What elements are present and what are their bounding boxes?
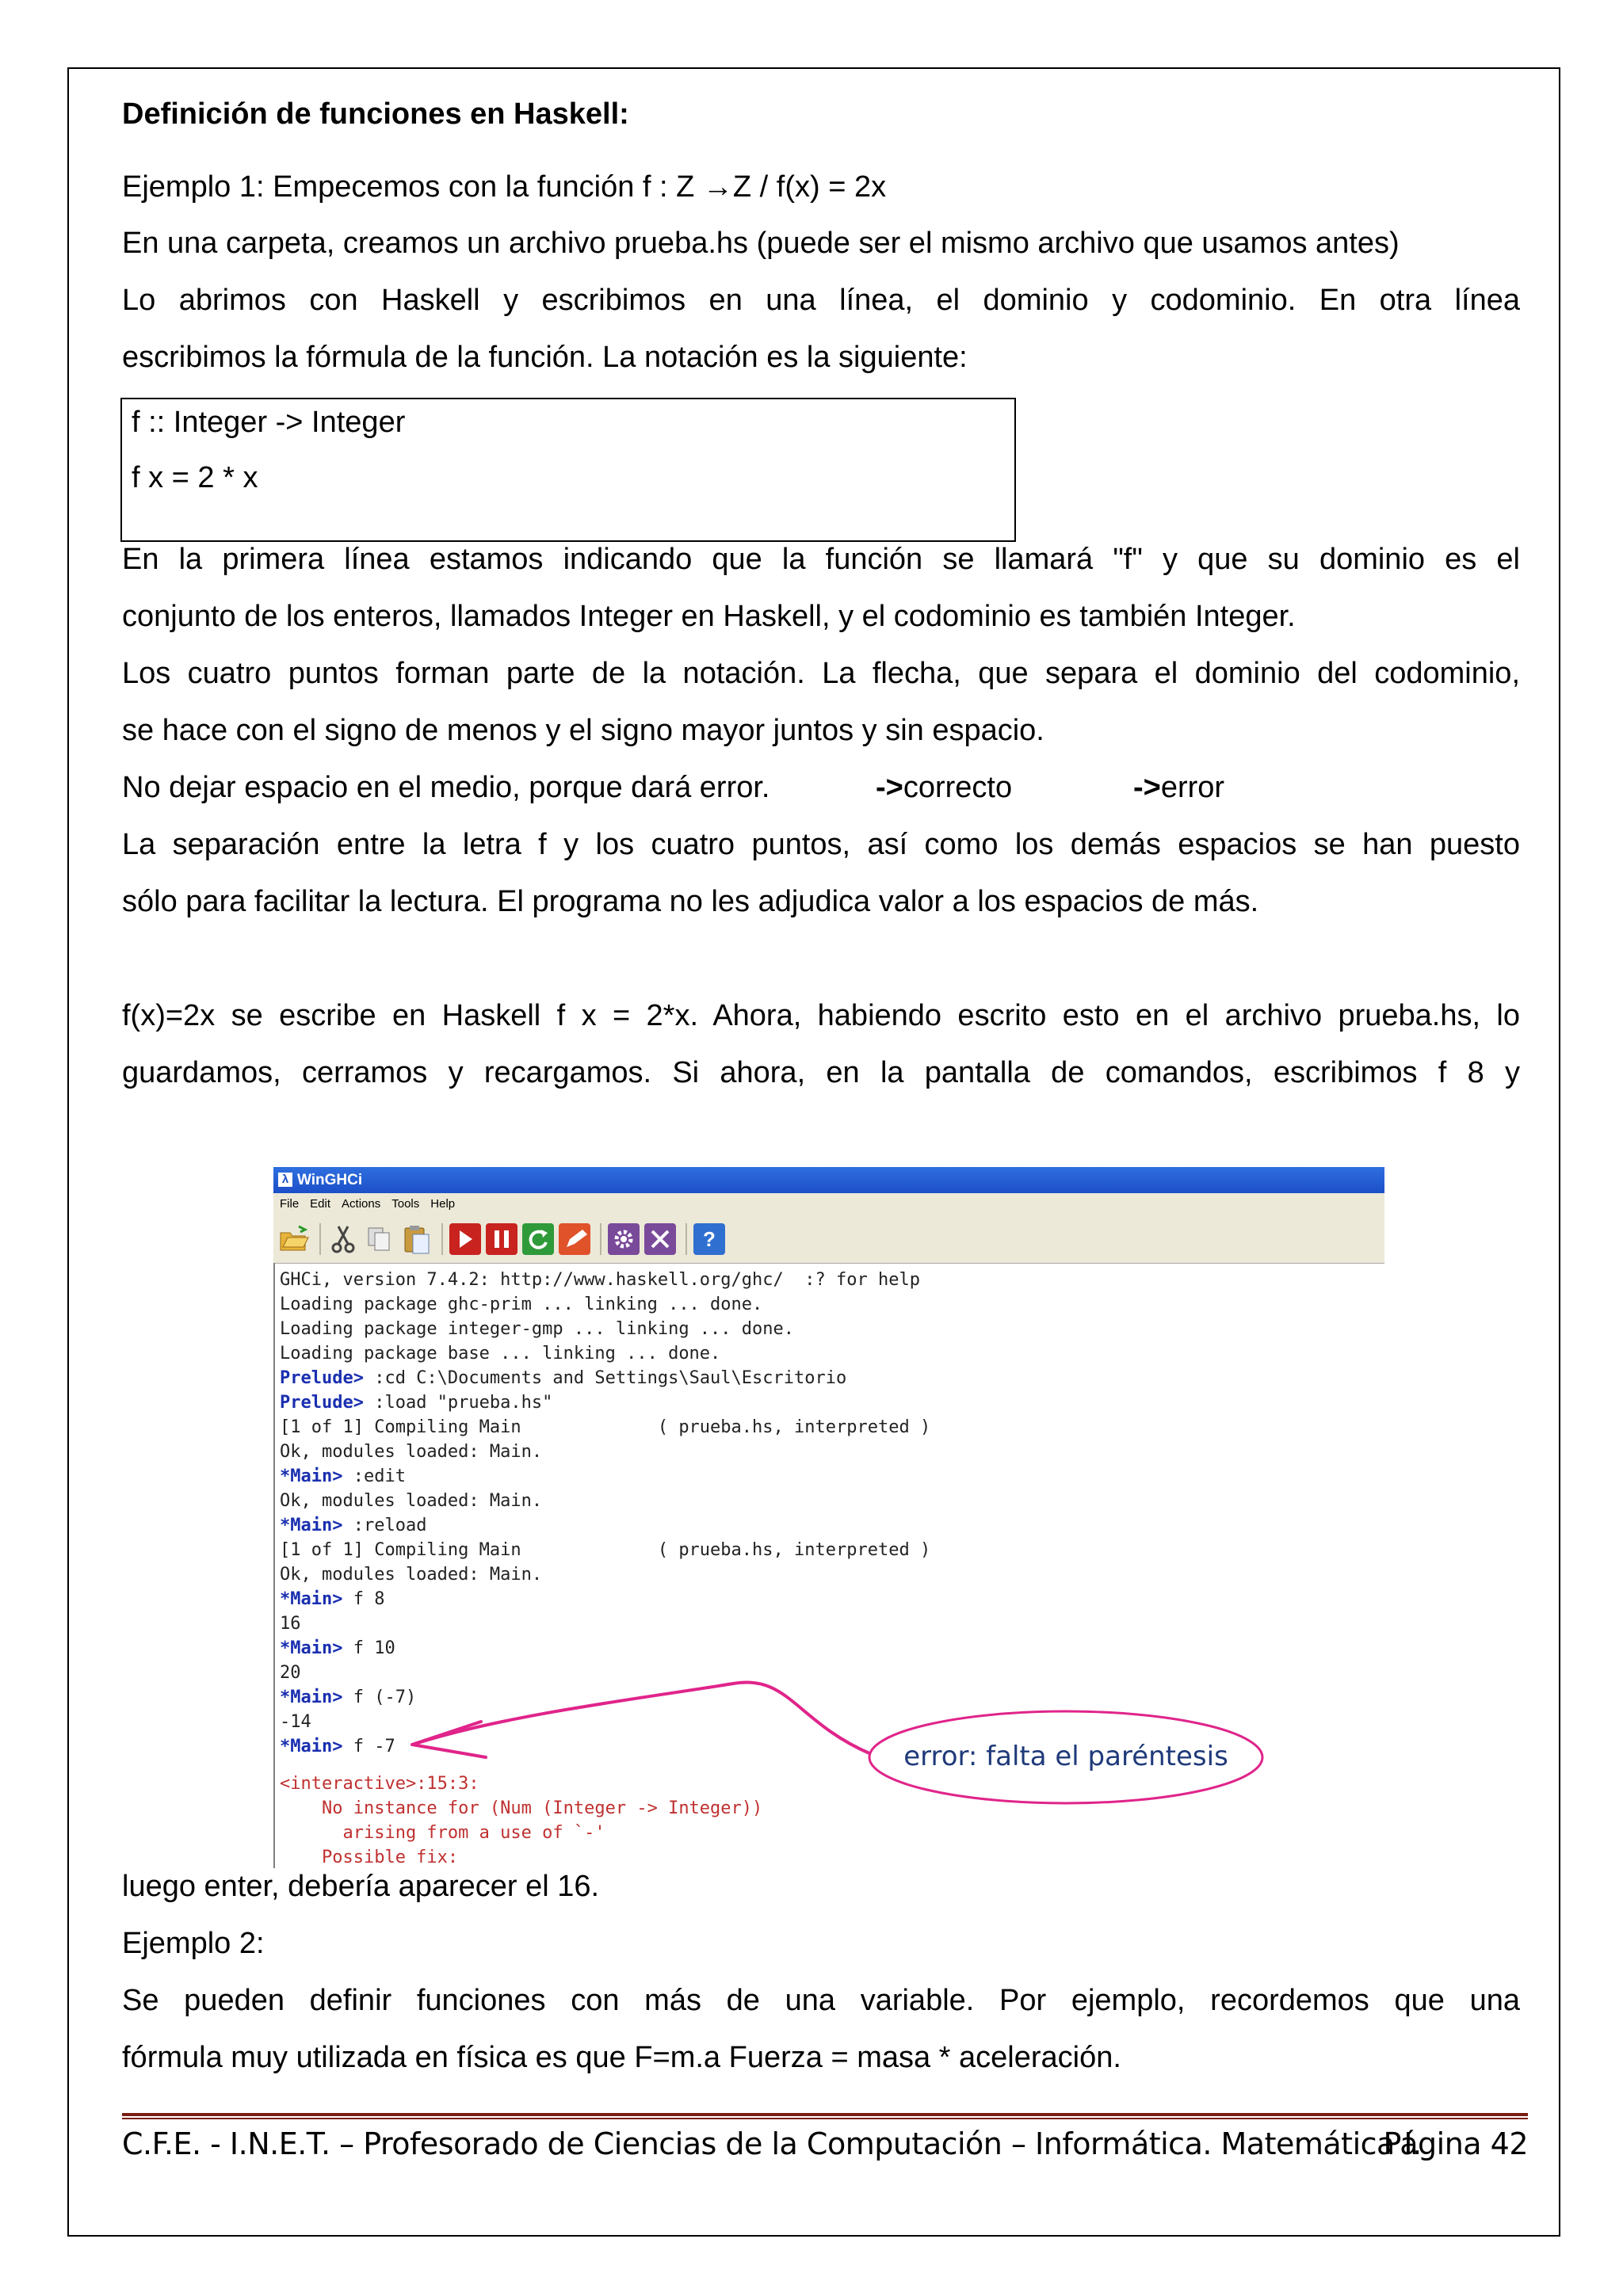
menu-file[interactable]: File [280, 1197, 300, 1211]
paragraph-ejemplo-2: Ejemplo 2: [122, 1927, 265, 1960]
window-title: WinGHCi [297, 1172, 363, 1188]
menu-edit[interactable]: Edit [310, 1197, 331, 1211]
console-text: Ok, modules loaded: Main. [280, 1491, 543, 1511]
page-border [67, 67, 1560, 2237]
menu-tools[interactable]: Tools [391, 1197, 420, 1211]
arrow-correct: -> [876, 771, 903, 804]
footer-rule [122, 2113, 1528, 2116]
paragraph-primera-line1: En la primera línea estamos indicando que la función se llamará "f" y que su dominio es el [122, 543, 1520, 576]
paragraph-cuatro-line1: Los cuatro puntos forman parte de la notación. La flecha, que separa el dominio del codominio, [122, 657, 1520, 690]
paragraph-luego: luego enter, debería aparecer el 16. [122, 1870, 600, 1903]
console-text: :edit [342, 1466, 406, 1486]
console-text: :cd C:\Documents and Settings\Saul\Escritorio [363, 1368, 847, 1388]
paragraph-fx-line2: guardamos, cerramos y recargamos. Si ahora, en la pantalla de comandos, escribimos f 8 y [122, 1056, 1520, 1089]
console-text: f 8 [342, 1589, 385, 1609]
console-text: Loading package base ... linking ... done. [280, 1344, 721, 1363]
lambda-app-icon: λ [278, 1173, 292, 1187]
console-text: :load "prueba.hs" [363, 1393, 553, 1413]
paragraph-abrimos-line2: escribimos la fórmula de la función. La notación es la siguiente: [122, 341, 968, 374]
arrow-error: -> [1133, 771, 1161, 804]
console-prompt: *Main> [280, 1516, 343, 1535]
code-line-definition: f x = 2 * x [132, 461, 258, 494]
console-text: Ok, modules loaded: Main. [280, 1442, 543, 1462]
annotation-overlay [273, 1167, 1384, 1868]
console-text: GHCi, version 7.4.2: http://www.haskell.org/ghc/ :? for help [280, 1270, 920, 1290]
page-footer [122, 2126, 1528, 2162]
console-prompt: *Main> [280, 1688, 343, 1707]
annotation-arrow-line [418, 1682, 869, 1753]
example-error [1133, 769, 1224, 806]
page-number: Página 42 [1383, 2126, 1528, 2161]
winghci-screenshot [273, 1167, 1384, 1868]
console-error-line: Possible fix: [280, 1848, 459, 1867]
svg-text:?: ? [703, 1227, 716, 1251]
console-prompt: *Main> [280, 1737, 343, 1756]
console-text: f -7 [342, 1737, 395, 1756]
console-error-line: <interactive>:15:3: [280, 1774, 479, 1794]
label-error: error [1160, 771, 1225, 804]
paragraph-cuatro-line2: se hace con el signo de menos y el signo mayor juntos y sin espacio. [122, 714, 1044, 747]
code-box [120, 398, 1016, 542]
paragraph-pueden-line1: Se pueden definir funciones con más de una variable. Por ejemplo, recordemos que una [122, 1984, 1520, 2017]
paragraph-primera-line2: conjunto de los enteros, llamados Integer en Haskell, y el codominio es también Integer. [122, 600, 1296, 633]
paragraph-separacion-line2: sólo para facilitar la lectura. El programa no les adjudica valor a los espacios de más. [122, 885, 1259, 918]
example-correct [876, 769, 1012, 806]
console-prompt: *Main> [280, 1466, 343, 1486]
menu-actions[interactable]: Actions [342, 1197, 381, 1211]
paragraph-carpeta: En una carpeta, creamos un archivo prueba.hs (puede ser el mismo archivo que usamos antes) [122, 227, 1400, 260]
console-prompt: *Main> [280, 1589, 343, 1609]
paragraph-pueden-line2: fórmula muy utilizada en física es que F=m.a Fuerza = masa * aceleración. [122, 2041, 1121, 2074]
console-text: [1 of 1] Compiling Main ( prueba.hs, interpreted ) [280, 1540, 931, 1560]
footer-rule-thin [122, 2118, 1528, 2119]
console-prompt: Prelude> [280, 1393, 364, 1413]
section-heading: Definición de funciones en Haskell: [122, 97, 629, 131]
paragraph-abrimos-line1: Lo abrimos con Haskell y escribimos en una línea, el dominio y codominio. En otra línea [122, 284, 1520, 317]
console-text: f 10 [342, 1638, 395, 1658]
label-correcto: correcto [903, 771, 1013, 804]
paragraph-no-dejar: No dejar espacio en el medio, porque dará error. [122, 771, 770, 804]
console-text: -14 [280, 1712, 311, 1732]
console-text: Ok, modules loaded: Main. [280, 1565, 543, 1585]
console-text: 16 [280, 1614, 301, 1634]
console-error-line: No instance for (Num (Integer -> Integer)) [280, 1798, 763, 1818]
paragraph-separacion-line1: La separación entre la letra f y los cuatro puntos, así como los demás espacios se han puesto [122, 828, 1520, 861]
code-line-signature: f :: Integer -> Integer [132, 406, 406, 439]
paragraph-fx-line1: f(x)=2x se escribe en Haskell f x = 2*x. Ahora, habiendo escrito esto en el archivo prueba.hs, lo [122, 999, 1520, 1032]
console-text: Loading package integer-gmp ... linking ... done. [280, 1319, 795, 1339]
console-text: 20 [280, 1663, 301, 1683]
paragraph-ejemplo-1: Ejemplo 1: Empecemos con la función f : Z →Z / f(x) = 2x [122, 170, 887, 204]
console-text: Loading package ghc-prim ... linking ... done. [280, 1295, 763, 1314]
console-error-line: arising from a use of `-' [280, 1823, 605, 1843]
menu-help[interactable]: Help [430, 1197, 456, 1211]
annotation-text: error: falta el paréntesis [903, 1741, 1228, 1772]
footer-institution: C.F.E. - I.N.E.T. – Profesorado de Ciencias de la Computación – Informática. Matemática I. [122, 2126, 1422, 2161]
console-text: [1 of 1] Compiling Main ( prueba.hs, interpreted ) [280, 1417, 931, 1437]
console-text: :reload [342, 1516, 427, 1535]
console-prompt: Prelude> [280, 1368, 364, 1388]
console-prompt: *Main> [280, 1638, 343, 1658]
console-text: f (-7) [342, 1688, 417, 1707]
